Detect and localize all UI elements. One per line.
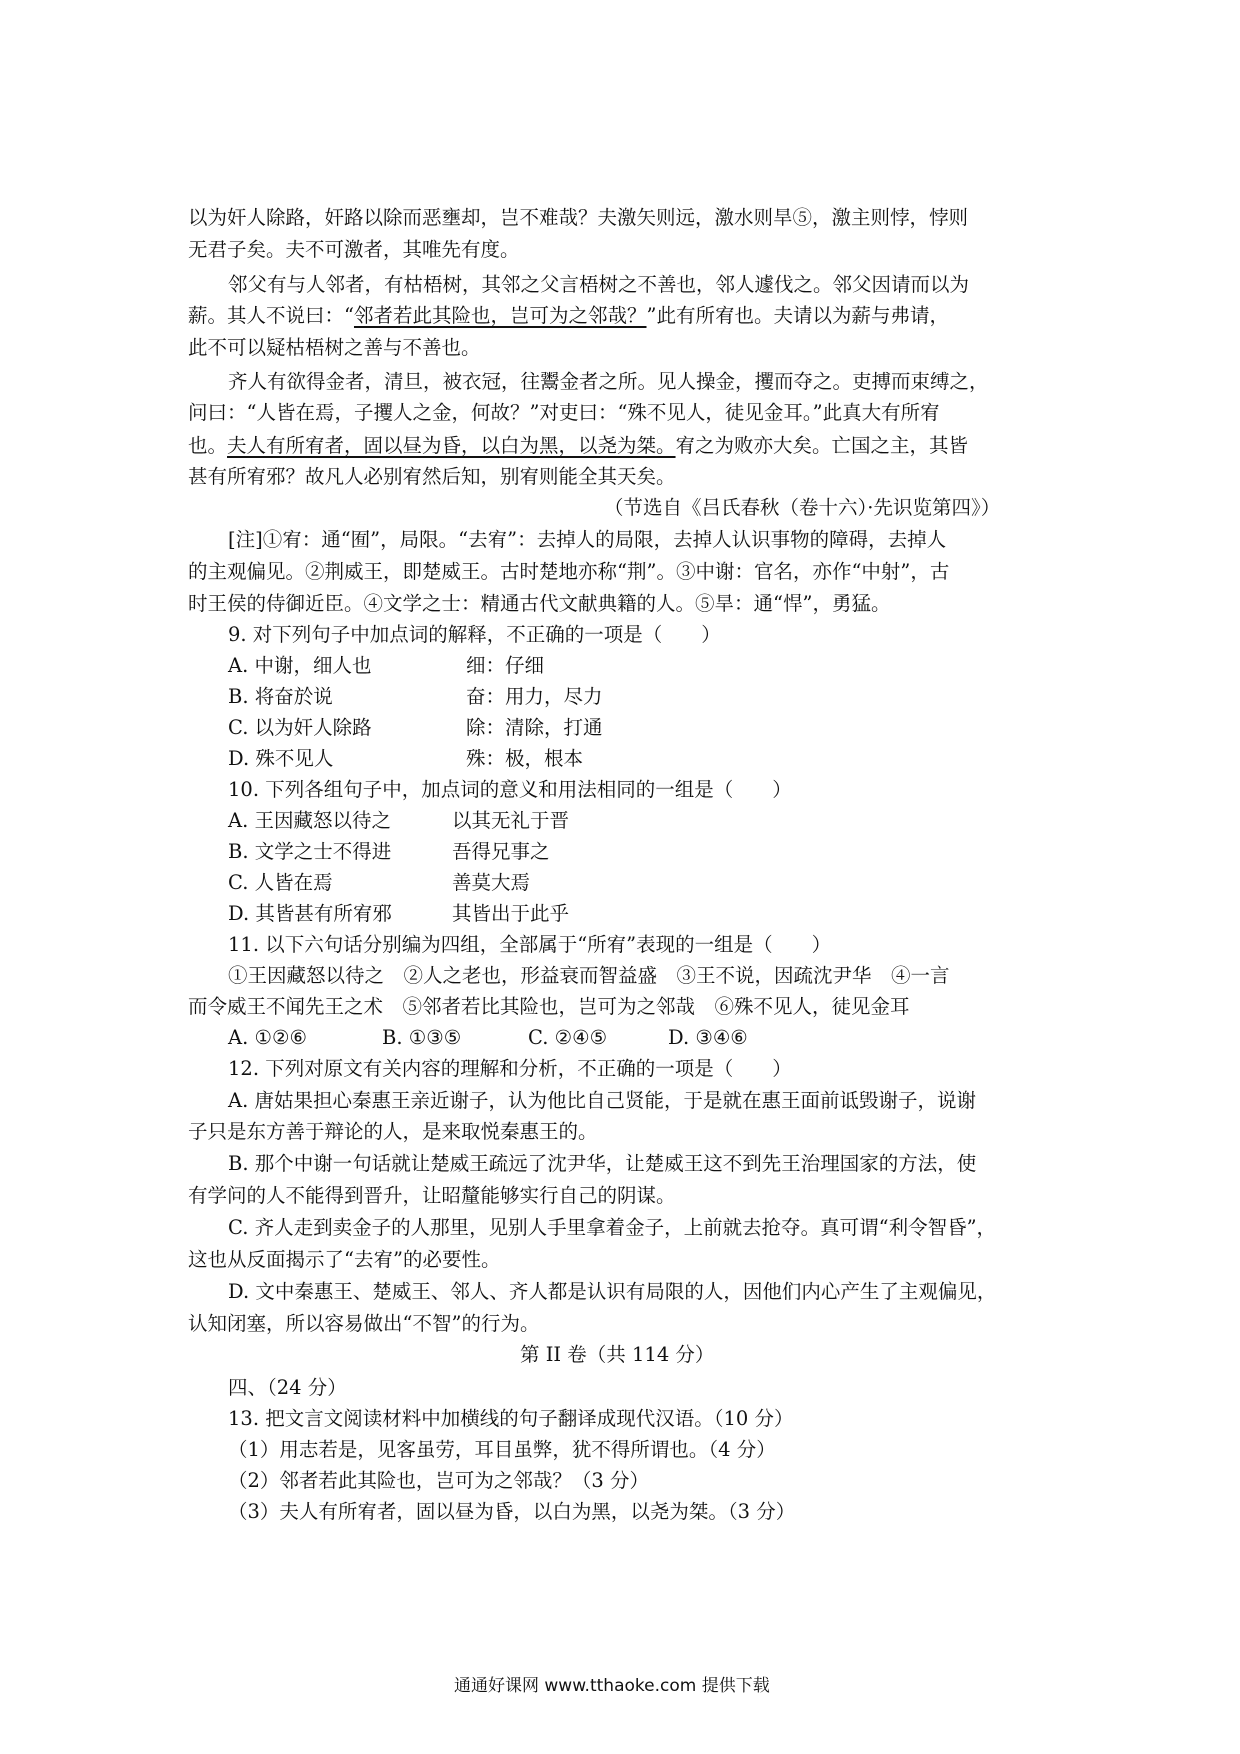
passage-p3-line1: 齐人有欲得金者，清旦，被衣冠，往鬻金者之所。见人操金，攫而夺之。吏搏而束缚之， — [228, 370, 989, 393]
q13-item-1: （1）用志若是，见客虽劳，耳目虽弊，犹不得所谓也。（4 分） — [228, 1438, 776, 1461]
q12-option-a-line2: 子只是东方善于辩论的人，是来取悦秦惠王的。 — [188, 1120, 598, 1143]
q13-item-2: （2）邻者若此其险也，岂可为之邻哉？（3 分） — [228, 1469, 650, 1492]
passage-p1-line1: 以为奸人除路，奸路以除而恶壅却，岂不难哉？夫激矢则远，激水则旱⑤，激主则悖，悖则 — [188, 206, 969, 229]
q11-stem: 11. 以下六句话分别编为四组，全部属于“所宥”表现的一组是（ ） — [228, 933, 832, 956]
q10-option-b-right: 吾得兄事之 — [452, 840, 550, 863]
q9-option-b: B. 将奋於说 — [228, 685, 333, 708]
section-heading: 四、（24 分） — [228, 1376, 347, 1399]
q11-line2: 而令威王不闻先王之术 ⑤邻者若比其险也，岂可为之邻哉 ⑥殊不见人，徒见金耳 — [188, 995, 910, 1018]
q12-option-a-line1: A. 唐姑果担心秦惠王亲近谢子，认为他比自己贤能，于是就在惠王面前诋毁谢子，说谢 — [228, 1089, 976, 1112]
q9-gloss-c: 除：清除，打通 — [466, 716, 603, 739]
page-footer: 通通好课网 www.tthaoke.com 提供下载 — [454, 1676, 770, 1696]
passage-p3-text-b: 宥之为败亦大矣。亡国之主，其皆 — [675, 434, 969, 457]
passage-p3-text-a: 也。 — [188, 434, 228, 457]
notes-line1: [注]①宥：通“囿”，局限。“去宥”：去掉人的局限，去掉人认识事物的障碍，去掉人 — [228, 528, 947, 551]
q9-option-c: C. 以为奸人除路 — [228, 716, 372, 739]
q9-stem: 9. 对下列句子中加点词的解释，不正确的一项是（ ） — [228, 623, 721, 646]
q12-stem: 12. 下列对原文有关内容的理解和分析，不正确的一项是（ ） — [228, 1057, 792, 1080]
q10-option-c-right: 善莫大焉 — [452, 871, 531, 894]
q9-gloss-b: 奋：用力，尽力 — [466, 685, 603, 708]
q13-item-3: （3）夫人有所宥者，固以昼为昏，以白为黑，以尧为桀。（3 分） — [228, 1500, 796, 1523]
passage-p2-text-a: 薪。其人不说曰：“ — [188, 304, 354, 327]
passage-p3-line2: 问曰：“人皆在焉，子攫人之金，何故？”对吏曰：“殊不见人，徒见金耳。”此真大有所宥 — [188, 401, 940, 424]
q13-stem: 13. 把文言文阅读材料中加横线的句子翻译成现代汉语。（10 分） — [228, 1407, 794, 1430]
underlined-sentence-3: 夫人有所宥者，固以昼为昏，以白为黑，以尧为桀。 — [227, 434, 676, 457]
passage-source: （节选自《吕氏春秋（卷十六）·先识览第四》） — [604, 496, 1001, 519]
passage-p2-line3: 此不可以疑枯梧树之善与不善也。 — [188, 336, 481, 359]
q12-option-d-line1: D. 文中秦惠王、楚威王、邻人、齐人都是认识有局限的人，因他们内心产生了主观偏见， — [228, 1280, 997, 1303]
q12-option-d-line2: 认知闭塞，所以容易做出“不智”的行为。 — [188, 1312, 540, 1335]
q10-stem: 10. 下列各组句子中，加点词的意义和用法相同的一组是（ ） — [228, 778, 792, 801]
underlined-sentence-2: 邻者若此其险也，岂可为之邻哉？ — [353, 304, 647, 327]
q12-option-c-line2: 这也从反面揭示了“去宥”的必要性。 — [188, 1248, 501, 1271]
q9-option-d: D. 殊不见人 — [228, 747, 334, 770]
q10-option-d-right: 其皆出于此乎 — [452, 902, 570, 925]
q11-option-a: A. ①②⑥ — [228, 1026, 307, 1049]
q11-option-c: C. ②④⑤ — [528, 1026, 608, 1049]
q9-gloss-d: 殊：极，根本 — [466, 747, 584, 770]
notes-line2: 的主观偏见。②荆威王，即楚威王。古时楚地亦称“荆”。③中谢：官名，亦作“中射”，古 — [188, 560, 950, 583]
q11-line1: ①王因藏怒以待之 ②人之老也，形益衰而智益盛 ③王不说，因疏沈尹华 ④一言 — [228, 964, 950, 987]
passage-p1-line2: 无君子矣。夫不可激者，其唯先有度。 — [188, 238, 520, 261]
q11-option-d: D. ③④⑥ — [668, 1026, 748, 1049]
passage-p2-line2 — [188, 304, 949, 327]
passage-p3-line3 — [188, 434, 968, 457]
q12-option-c-line1: C. 齐人走到卖金子的人那里，见别人手里拿着金子，上前就去抢夺。真可谓“利令智昏”， — [228, 1216, 997, 1239]
passage-p3-line4: 甚有所宥邪？故凡人必别宥然后知，别宥则能全其天矣。 — [188, 465, 676, 488]
q11-option-b: B. ①③⑤ — [382, 1026, 462, 1049]
q10-option-a-left: A. 王因藏怒以待之 — [228, 809, 391, 832]
q10-option-a-right: 以其无礼于晋 — [452, 809, 570, 832]
q12-option-b-line1: B. 那个中谢一句话就让楚威王疏远了沈尹华，让楚威王这不到先王治理国家的方法，使 — [228, 1152, 977, 1175]
notes-line3: 时王侯的侍御近臣。④文学之士：精通古代文献典籍的人。⑤旱：通“悍”，勇猛。 — [188, 592, 891, 615]
q9-gloss-a: 细：仔细 — [466, 654, 545, 677]
passage-p2-text-b: ”此有所宥也。夫请以为薪与弗请， — [646, 304, 949, 327]
q9-option-a: A. 中谢，细人也 — [228, 654, 372, 677]
passage-p2-line1: 邻父有与人邻者，有枯梧树，其邻之父言梧树之不善也，邻人遽伐之。邻父因请而以为 — [228, 273, 970, 296]
q12-option-b-line2: 有学问的人不能得到晋升，让昭釐能够实行自己的阴谋。 — [188, 1184, 676, 1207]
q10-option-d-left: D. 其皆甚有所宥邪 — [228, 902, 392, 925]
q10-option-b-left: B. 文学之士不得进 — [228, 840, 392, 863]
part2-heading: 第 II 卷（共 114 分） — [520, 1343, 715, 1366]
q10-option-c-left: C. 人皆在焉 — [228, 871, 333, 894]
